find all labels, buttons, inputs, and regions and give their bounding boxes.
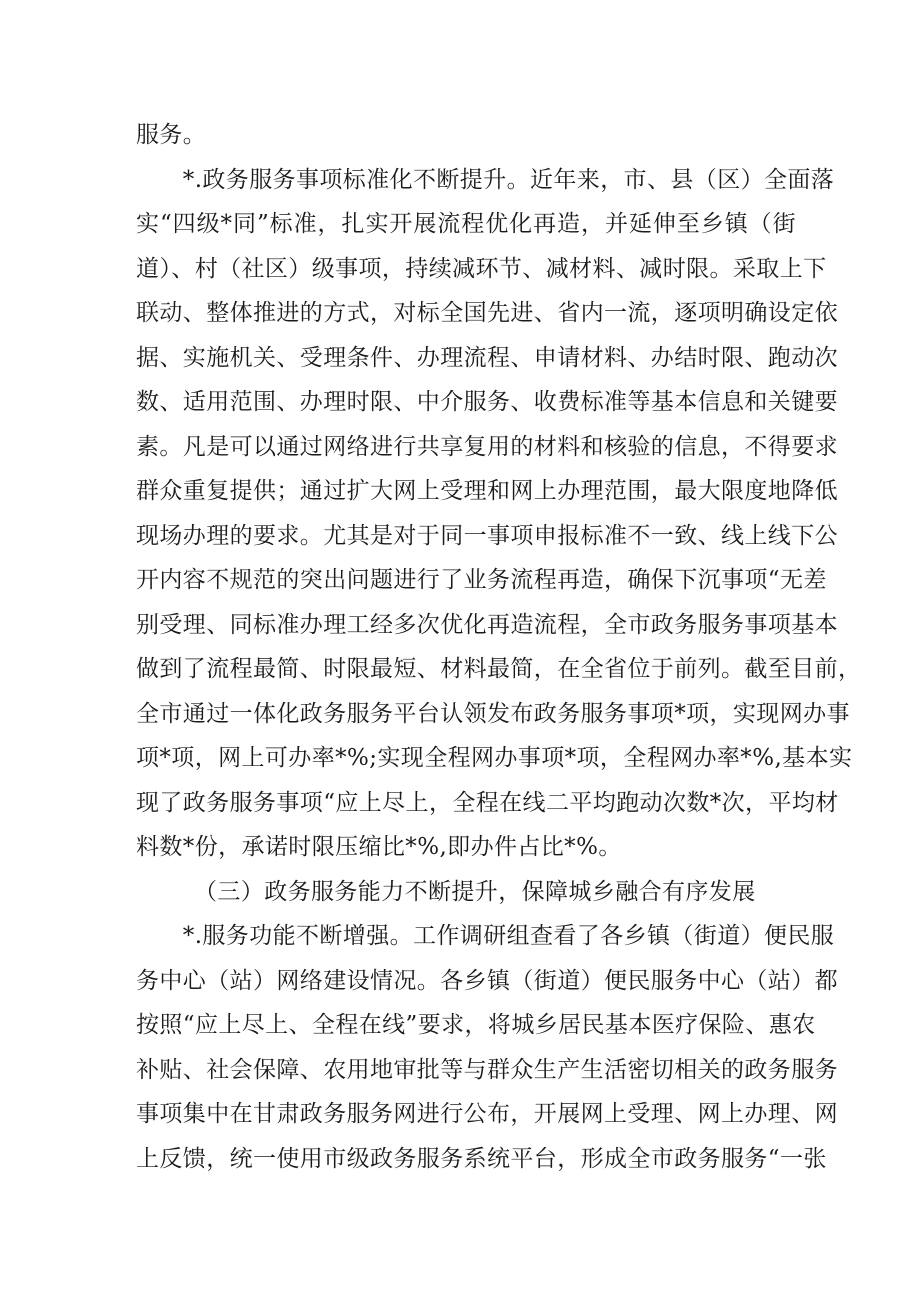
text-line: 按照“应上尽上、全程在线”要求，将城乡居民基本医疗保险、惠农 [136, 1012, 816, 1038]
text-line: 现了政务服务事项“应上尽上，全程在线二平均跑动次数*次，平均材 [136, 789, 839, 816]
text-line: 服务。 [136, 122, 207, 148]
text-line: 实“四级*同”标准，扎实开展流程优化再造，并延伸至乡镇（街 [136, 211, 796, 237]
text-line: 道）、村（社区）级事项，持续减环节、减材料、减时限。采取上下 [136, 255, 827, 282]
text-line: 群众重复提供；通过扩大网上受理和网上办理范围，最大限度地降低 [136, 478, 838, 504]
text-line: 上反馈，统一使用市级政务服务系统平台，形成全市政务服务“一张 [136, 1145, 827, 1172]
text-line: 全市通过一体化政务服务平台认领发布政务服务事项*项，实现网办事 [136, 700, 850, 727]
text-line: *.服务功能不断增强。工作调研组查看了各乡镇（街道）便民服 [136, 923, 835, 949]
text-line: 补贴、社会保障、农用地审批等与群众生产生活密切相关的政务服务 [136, 1056, 838, 1083]
text-line: 开内容不规范的突出问题进行了业务流程再造，确保下沉事项“无差 [136, 567, 827, 593]
text-line: 料数*份，承诺时限压缩比*%,即办件占比*%。 [136, 834, 622, 860]
text-line: 数、适用范围、办理时限、中介服务、收费标准等基本信息和关键要 [136, 389, 838, 415]
text-line: 素。凡是可以通过网络进行共享复用的材料和核验的信息，不得要求 [136, 433, 838, 460]
text-line: *.政务服务事项标准化不断提升。近年来，市、县（区）全面落 [136, 166, 835, 193]
document-body [136, 113, 862, 1181]
text-line: 据、实施机关、受理条件、办理流程、申请材料、办结时限、跑动次 [136, 344, 838, 371]
text-line: 做到了流程最简、时限最短、材料最简，在全省位于前列。截至目前， [136, 656, 862, 682]
text-line: 事项集中在甘肃政务服务网进行公布，开展网上受理、网上办理、网 [136, 1101, 838, 1127]
text-line: 联动、整体推进的方式，对标全国先进、省内一流，逐项明确设定依 [136, 300, 838, 326]
text-line: 项*项，网上可办率*%;实现全程网办事项*项，全程网办率*%,基本实 [136, 745, 853, 771]
text-line: 务中心（站）网络建设情况。各乡镇（街道）便民服务中心（站）都 [136, 967, 838, 994]
text-line: 现场办理的要求。尤其是对于同一事项申报标准不一致、线上线下公 [136, 522, 838, 549]
text-line: 别受理、同标准办理工经多次优化再造流程，全市政务服务事项基本 [136, 611, 838, 638]
section-heading: （三）政务服务能力不断提升，保障城乡融合有序发展 [194, 878, 756, 905]
